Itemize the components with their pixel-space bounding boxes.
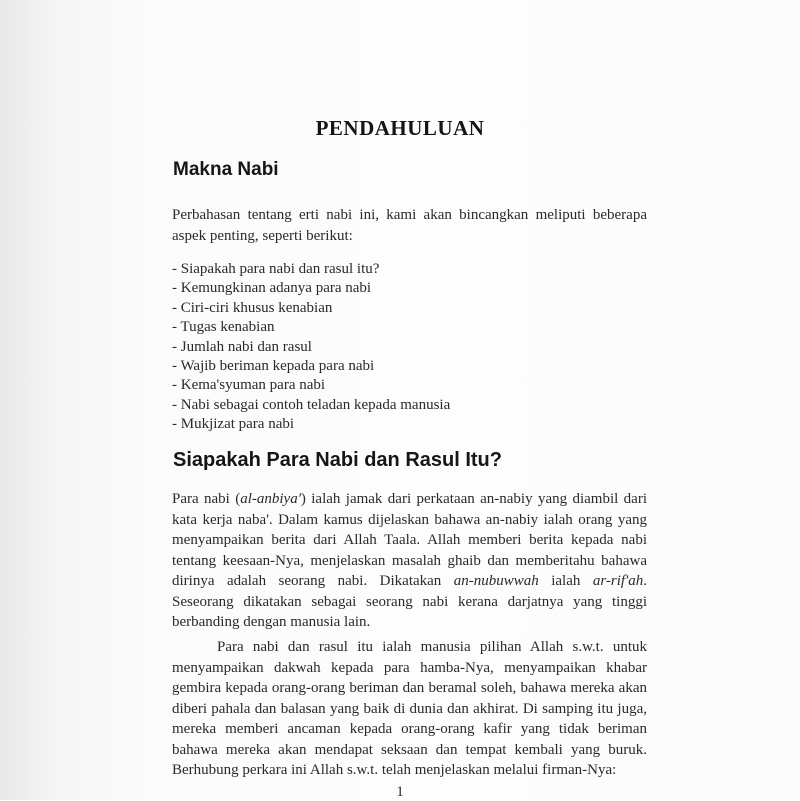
list-item: - Kema'syuman para nabi xyxy=(172,377,326,394)
list-item: - Siapakah para nabi dan rasul itu? xyxy=(172,261,380,277)
body-paragraph-1 xyxy=(172,489,647,633)
topic-list xyxy=(172,260,450,435)
italic-term: an-nubuwwah xyxy=(453,573,539,589)
body-paragraph-2: Para nabi dan rasul itu ialah manusia pilihan Allah s.w.t. untuk menyampaikan dakwah kepada para hamba-Nya, menyampaikan khabar gembira kepada orang-orang beriman dan beramal soleh, bahawa mereka akan diberi pahala dan balasan yang baik di dunia dan akhirat. Di samping itu juga, mereka memberi ancaman kepada orang-orang kafir yang tidak beriman bahawa mereka akan mendapat seksaan dan tempat kembali yang buruk. Berhubung perkara ini Allah s.w.t. telah menjelaskan melalui firman-Nya: xyxy=(172,639,647,778)
paragraph-text: ) ialah jamak dari perkataan an-nabiy yang diambil dari kata kerja naba'. Dalam kamus dijelaskan bahawa an-nabiy ialah orang yang menyampaikan berita dari Allah Taala. Allah memberi berita kepada nabi tentang keesaan-Nya, menjelaskan masalah ghaib dan memberitahu bahawa dirinya adalah seorang nabi. Dikatakan xyxy=(172,491,647,589)
paragraph-text: Para nabi ( xyxy=(172,491,241,507)
paragraph-text: . Seseorang dikatakan sebagai seorang nabi kerana darjatnya yang tinggi berbanding dengan manusia lain. xyxy=(172,573,647,630)
intro-paragraph: Perbahasan tentang erti nabi ini, kami akan bincangkan meliputi beberapa aspek penting, seperti berikut: xyxy=(172,207,647,244)
list-item: - Kemungkinan adanya para nabi xyxy=(172,280,372,297)
list-item: - Tugas kenabian xyxy=(172,319,275,336)
list-item: - Nabi sebagai contoh teladan kepada manusia xyxy=(172,396,451,413)
page-number: 1 xyxy=(396,784,404,800)
list-item: - Ciri-ciri khusus kenabian xyxy=(172,299,333,316)
paragraph-text: ialah xyxy=(538,573,593,589)
section-heading-siapakah: Siapakah Para Nabi dan Rasul Itu? xyxy=(173,449,502,471)
chapter-title: PENDAHULUAN xyxy=(315,116,485,140)
italic-term: al-anbiya' xyxy=(240,491,301,507)
list-item: - Wajib beriman kepada para nabi xyxy=(172,358,375,375)
italic-term: ar-rif'ah xyxy=(592,573,644,589)
section-heading-makna-nabi: Makna Nabi xyxy=(173,159,279,180)
list-item: - Mukjizat para nabi xyxy=(172,416,295,433)
list-item: - Jumlah nabi dan rasul xyxy=(172,338,312,355)
